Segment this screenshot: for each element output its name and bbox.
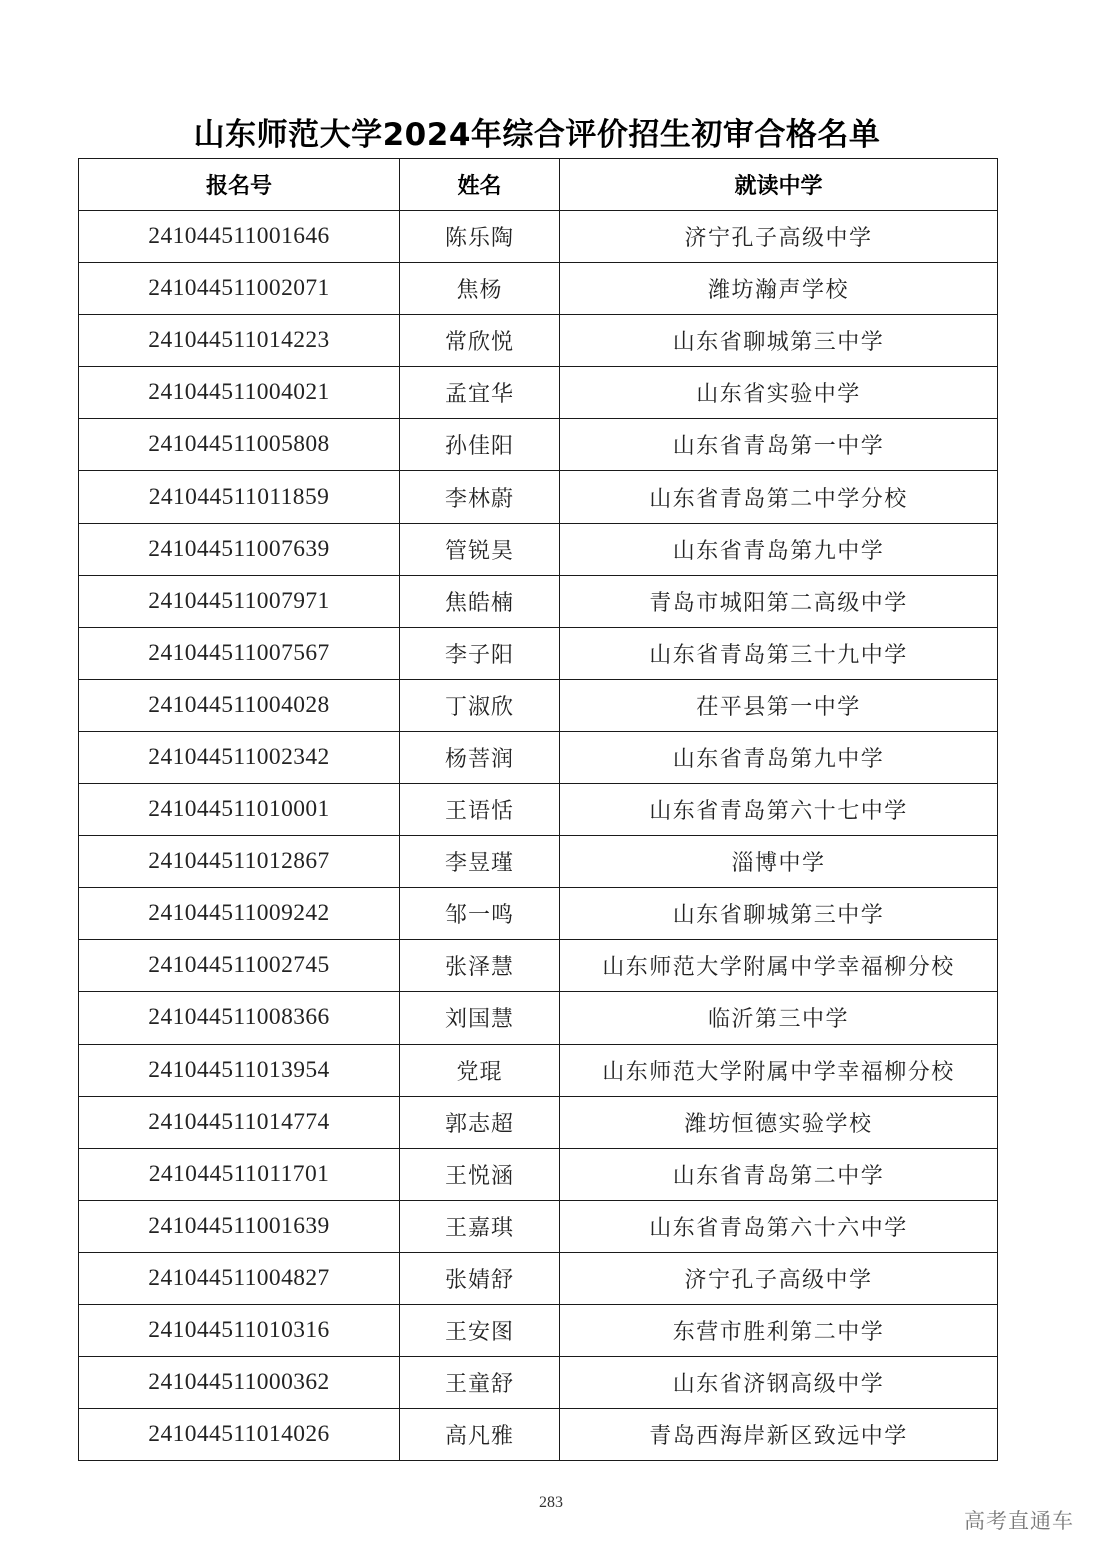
watermark-text: 高考直通车 xyxy=(964,1509,1074,1533)
table-row xyxy=(79,367,998,419)
student-name-cell: 陈乐陶 xyxy=(400,211,560,263)
school-name-cell: 山东省青岛第九中学 xyxy=(560,731,998,783)
registration-number-cell: 241044511013954 xyxy=(79,1044,400,1096)
table-row xyxy=(79,1409,998,1461)
school-name-cell: 山东省青岛第六十七中学 xyxy=(560,784,998,836)
table-row xyxy=(79,992,998,1044)
student-name-cell: 王嘉琪 xyxy=(400,1200,560,1252)
school-name-cell: 淄博中学 xyxy=(560,836,998,888)
registration-number-cell: 241044511002342 xyxy=(79,731,400,783)
student-name-cell: 焦杨 xyxy=(400,263,560,315)
table-row xyxy=(79,263,998,315)
school-name-cell: 山东省青岛第九中学 xyxy=(560,523,998,575)
student-name-cell: 党琨 xyxy=(400,1044,560,1096)
student-name-cell: 焦皓楠 xyxy=(400,575,560,627)
school-name-cell: 茌平县第一中学 xyxy=(560,679,998,731)
registration-number-cell: 241044511007567 xyxy=(79,627,400,679)
school-name-cell: 山东省青岛第六十六中学 xyxy=(560,1200,998,1252)
registration-number-cell: 241044511000362 xyxy=(79,1357,400,1409)
table-row xyxy=(79,1357,998,1409)
table-row xyxy=(79,211,998,263)
school-name-cell: 山东省济钢高级中学 xyxy=(560,1357,998,1409)
registration-number-cell: 241044511014026 xyxy=(79,1409,400,1461)
table-row xyxy=(79,1096,998,1148)
table-row xyxy=(79,1304,998,1356)
school-name-cell: 山东省聊城第三中学 xyxy=(560,888,998,940)
registration-number-cell: 241044511010316 xyxy=(79,1304,400,1356)
student-name-cell: 张泽慧 xyxy=(400,940,560,992)
table-row xyxy=(79,940,998,992)
table-row xyxy=(79,836,998,888)
student-name-cell: 王安图 xyxy=(400,1304,560,1356)
student-name-cell: 高凡雅 xyxy=(400,1409,560,1461)
student-name-cell: 孙佳阳 xyxy=(400,419,560,471)
student-name-cell: 李林蔚 xyxy=(400,471,560,523)
table-row xyxy=(79,1148,998,1200)
student-name-cell: 孟宜华 xyxy=(400,367,560,419)
student-name-cell: 常欣悦 xyxy=(400,315,560,367)
column-header-school: 就读中学 xyxy=(560,159,998,211)
table-row xyxy=(79,523,998,575)
registration-number-cell: 241044511008366 xyxy=(79,992,400,1044)
registration-number-cell: 241044511009242 xyxy=(79,888,400,940)
table-body xyxy=(79,211,998,1461)
table-row xyxy=(79,784,998,836)
student-name-cell: 李子阳 xyxy=(400,627,560,679)
school-name-cell: 山东省青岛第一中学 xyxy=(560,419,998,471)
column-header-name: 姓名 xyxy=(400,159,560,211)
school-name-cell: 潍坊恒德实验学校 xyxy=(560,1096,998,1148)
registration-number-cell: 241044511004827 xyxy=(79,1252,400,1304)
registration-number-cell: 241044511011859 xyxy=(79,471,400,523)
school-name-cell: 青岛西海岸新区致远中学 xyxy=(560,1409,998,1461)
table-row xyxy=(79,1252,998,1304)
student-name-cell: 李昱瑾 xyxy=(400,836,560,888)
table-row xyxy=(79,419,998,471)
page-number: 283 xyxy=(539,1494,563,1511)
registration-number-cell: 241044511011701 xyxy=(79,1148,400,1200)
table-row xyxy=(79,679,998,731)
registration-number-cell: 241044511014774 xyxy=(79,1096,400,1148)
header-row xyxy=(79,159,998,211)
registration-number-cell: 241044511012867 xyxy=(79,836,400,888)
registration-number-cell: 241044511010001 xyxy=(79,784,400,836)
registration-number-cell: 241044511001639 xyxy=(79,1200,400,1252)
registration-number-cell: 241044511002071 xyxy=(79,263,400,315)
school-name-cell: 山东省实验中学 xyxy=(560,367,998,419)
admission-list-table xyxy=(78,158,998,1461)
document-title: 山东师范大学2024年综合评价招生初审合格名单 xyxy=(193,117,881,153)
student-name-cell: 邹一鸣 xyxy=(400,888,560,940)
school-name-cell: 山东省青岛第三十九中学 xyxy=(560,627,998,679)
column-header-registration-number: 报名号 xyxy=(79,159,400,211)
student-name-cell: 杨菩润 xyxy=(400,731,560,783)
table-row xyxy=(79,471,998,523)
school-name-cell: 临沂第三中学 xyxy=(560,992,998,1044)
student-name-cell: 王悦涵 xyxy=(400,1148,560,1200)
school-name-cell: 山东省聊城第三中学 xyxy=(560,315,998,367)
table-row xyxy=(79,315,998,367)
student-name-cell: 张婧舒 xyxy=(400,1252,560,1304)
table-row xyxy=(79,1200,998,1252)
table-row xyxy=(79,575,998,627)
student-name-cell: 王童舒 xyxy=(400,1357,560,1409)
registration-number-cell: 241044511004021 xyxy=(79,367,400,419)
student-name-cell: 王语恬 xyxy=(400,784,560,836)
registration-number-cell: 241044511005808 xyxy=(79,419,400,471)
school-name-cell: 山东师范大学附属中学幸福柳分校 xyxy=(560,1044,998,1096)
registration-number-cell: 241044511007971 xyxy=(79,575,400,627)
school-name-cell: 潍坊瀚声学校 xyxy=(560,263,998,315)
table-row xyxy=(79,1044,998,1096)
registration-number-cell: 241044511002745 xyxy=(79,940,400,992)
registration-number-cell: 241044511004028 xyxy=(79,679,400,731)
school-name-cell: 东营市胜利第二中学 xyxy=(560,1304,998,1356)
school-name-cell: 济宁孔子高级中学 xyxy=(560,1252,998,1304)
school-name-cell: 山东省青岛第二中学分校 xyxy=(560,471,998,523)
table-row xyxy=(79,731,998,783)
table-header xyxy=(79,159,998,211)
registration-number-cell: 241044511001646 xyxy=(79,211,400,263)
school-name-cell: 山东师范大学附属中学幸福柳分校 xyxy=(560,940,998,992)
student-name-cell: 郭志超 xyxy=(400,1096,560,1148)
student-name-cell: 刘国慧 xyxy=(400,992,560,1044)
table-row xyxy=(79,888,998,940)
table-row xyxy=(79,627,998,679)
student-name-cell: 管锐昊 xyxy=(400,523,560,575)
school-name-cell: 青岛市城阳第二高级中学 xyxy=(560,575,998,627)
registration-number-cell: 241044511014223 xyxy=(79,315,400,367)
registration-number-cell: 241044511007639 xyxy=(79,523,400,575)
student-name-cell: 丁淑欣 xyxy=(400,679,560,731)
school-name-cell: 山东省青岛第二中学 xyxy=(560,1148,998,1200)
school-name-cell: 济宁孔子高级中学 xyxy=(560,211,998,263)
